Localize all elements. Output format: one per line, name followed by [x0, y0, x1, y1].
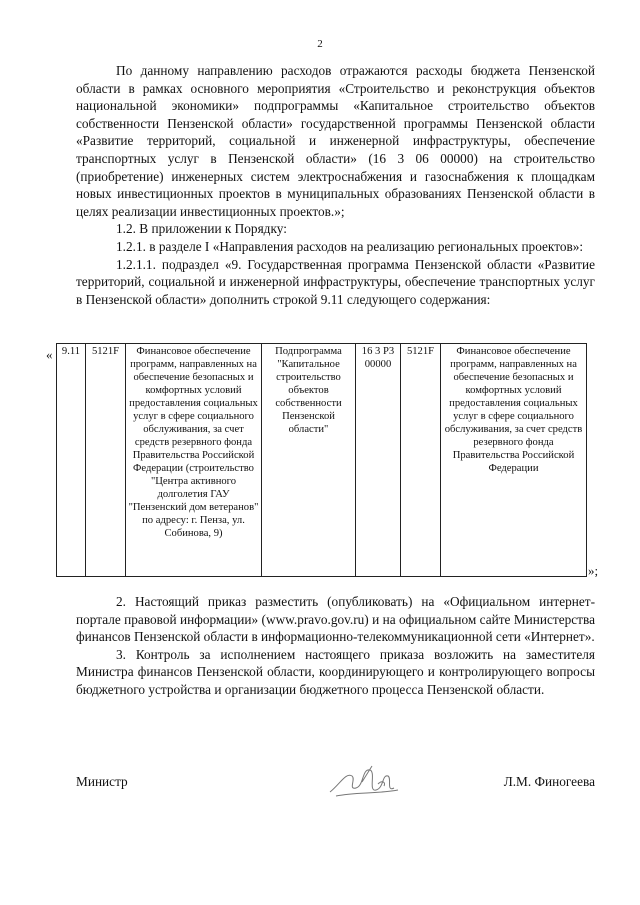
signatory-title: Министр [76, 774, 128, 789]
expense-name-cell: Финансовое обеспечение программ, направленных на обеспечение безопасных и комфортных условий предоставления социальных услуг в сфере социального обслуживания, за счет средств резервного фонда Правительства Российской Федерации (строительство "Центра активного долголетия ГАУ "Пензенский дом ветеранов" по адресу: г. Пенза, ул. Собинова, 9) [126, 344, 262, 577]
paragraph-3-control: 3. Контроль за исполнением настоящего приказа возложить на заместителя Министра финансов Пензенской области, координирующего и контролирующего вопросы бюджетного устройства и организации бюджетного процесса Пензенской области. [76, 646, 595, 697]
signature-block [76, 770, 595, 800]
handwritten-signature [326, 762, 406, 808]
table-row [57, 344, 587, 577]
program-code-cell: 16 3 Р3 00000 [356, 344, 401, 577]
row-number-cell: 9.11 [57, 344, 86, 577]
page-number: 2 [317, 38, 323, 50]
paragraph-2-publication: 2. Настоящий приказ разместить (опубликовать) на «Официальном интернет-портале правовой информации» (www.pravo.gov.ru) и на официальном сайте Министерства финансов Пензенской области в информационно-телекоммуникационной сети «Интернет». [76, 594, 595, 645]
paragraph-1-2-1-1: 1.2.1.1. подраздел «9. Государственная программа Пензенской области «Развитие территорий, социальной и инженерной инфраструктуры, обеспечение транспортных услуг в Пензенской области» дополнить строкой 9.11 следующего содержания: [76, 256, 595, 307]
signatory-name: Л.М. Финогеева [503, 774, 595, 789]
paragraph-budget-direction: По данному направлению расходов отражаются расходы бюджета Пензенской области в рамках основного мероприятия «Строительство и реконструкция объектов национальной экономики» подпрограммы «Капитальное строительство объектов собственности Пензенской области» государственной программы Пензенской области «Развитие территорий, социальной и инженерной инфраструктуры, обеспечение транспортных услуг в Пензенской области» (16 3 06 00000) на строительство (приобретение) инженерных систем электроснабжения и газоснабжения к площадкам новых инвестиционных проектов в муниципальных образованиях Пензенской области в целях реализации инвестиционных проектов.»; [76, 63, 595, 219]
table-open-quote: « [46, 347, 53, 362]
paragraph-1-2: 1.2. В приложении к Порядку: [116, 221, 287, 237]
direction-cell: Финансовое обеспечение программ, направленных на обеспечение безопасных и комфортных условий предоставления социальных услуг в сфере социального обслуживания, за счет средств резервного фонда Правительства Российской Федерации [441, 344, 587, 577]
table-close-quote: »; [588, 563, 599, 578]
budget-classification-table [56, 343, 587, 577]
code2-cell: 5121F [401, 344, 441, 577]
code-cell: 5121F [86, 344, 126, 577]
document-body [76, 62, 595, 308]
document-body-after-table [76, 593, 595, 699]
subprogram-cell: Подпрограмма "Капитальное строительство объектов собственности Пензенской области" [262, 344, 356, 577]
paragraph-1-2-1: 1.2.1. в разделе I «Направления расходов на реализацию региональных проектов»: [116, 238, 584, 254]
